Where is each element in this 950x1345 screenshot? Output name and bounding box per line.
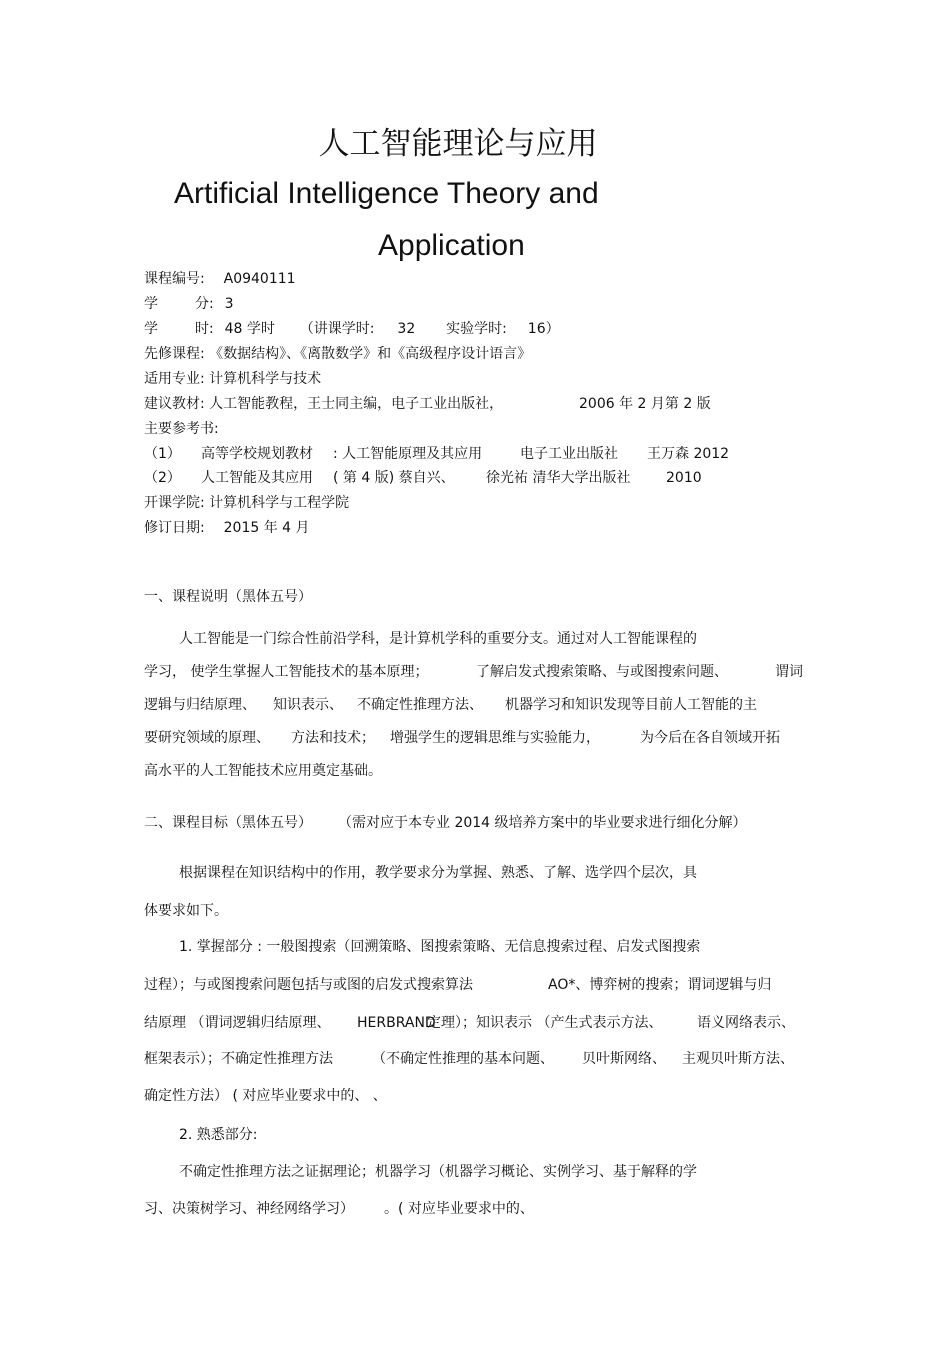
textbook-edition: 2006 年 2 月第 2 版	[579, 396, 711, 412]
reference-1-title: : 人工智能原理及其应用	[333, 446, 483, 462]
credit-row-value	[195, 295, 234, 313]
section-2-heading-note: （需对应于本专业 2014 级培养方案中的毕业要求进行细化分解）	[338, 815, 747, 831]
section-2-heading: 二、课程目标（黑体五号）	[144, 815, 312, 831]
revision-date-label: 修订日期:	[144, 520, 205, 536]
reference-2-coauthor-publisher: 徐光祐 清华大学出版社	[486, 470, 631, 486]
textbook-label: 建议教材:	[144, 396, 205, 412]
credit-label-char2: 分:	[195, 296, 214, 312]
major-row	[144, 370, 321, 388]
prerequisite-value: 《数据结构》、《离散数学》和《高级程序设计语言》	[209, 346, 532, 362]
mastery-line-3c: 定理）；知识表示 （产生式表示方法、	[427, 1015, 663, 1031]
familiar-line-2a: 习、决策树学习、神经网络学习）	[144, 1201, 354, 1217]
familiar-line-1: 不确定性推理方法之证据理论；机器学习（机器学习概论、实例学习、基于解释的学	[179, 1164, 697, 1180]
reference-2-year: 2010	[666, 470, 702, 486]
college-row	[144, 494, 349, 512]
textbook-row	[144, 395, 503, 413]
section-1-line-3b: 知识表示、	[273, 697, 343, 713]
references-label: 主要参考书:	[144, 421, 219, 437]
reference-2-edition-author: ( 第 4 版) 蔡自兴、	[333, 470, 455, 486]
hours-row	[144, 320, 158, 338]
section-1-line-2b: 了解启发式搜索策略、与或图搜索问题、	[476, 664, 728, 680]
hours-label-char2: 时:	[195, 321, 214, 337]
page-title-english-line1: Artificial Intelligence Theory and	[174, 177, 599, 210]
hours-label-char1: 学	[144, 321, 158, 337]
mastery-line-3d: 语义网络表示、	[697, 1015, 795, 1031]
familiar-line-2b: 。( 对应毕业要求中的、	[384, 1201, 534, 1217]
mastery-line-4a: 框架表示）；不确定性推理方法	[144, 1051, 333, 1067]
reference-1-author-year: 王万森 2012	[647, 446, 730, 462]
section-1-line-5: 高水平的人工智能技术应用奠定基础。	[144, 763, 382, 779]
reference-1-number: （1）	[144, 446, 181, 462]
course-code-row	[144, 270, 296, 288]
mastery-line-1: 1. 掌握部分 : 一般图搜索（回溯策略、图搜索策略、无信息搜索过程、启发式图搜索	[179, 939, 701, 955]
section-2-intro-line-1: 根据课程在知识结构中的作用，教学要求分为掌握、熟悉、了解、选学四个层次，具	[179, 865, 697, 881]
lecture-hours-value: 32	[397, 321, 416, 337]
hours-row-value	[195, 320, 560, 338]
section-1-line-2a: 学习， 使学生掌握人工智能技术的基本原理；	[144, 664, 429, 680]
section-1-line-1: 人工智能是一门综合性前沿学科，是计算机学科的重要分支。通过对人工智能课程的	[179, 631, 697, 647]
section-2-intro-line-2: 体要求如下。	[144, 903, 228, 919]
page-title-chinese: 人工智能理论与应用	[318, 126, 598, 162]
reference-2-number: （2）	[144, 470, 181, 486]
mastery-line-2a: 过程）；与或图搜索问题包括与或图的启发式搜索算法	[144, 977, 473, 993]
hours-detail-open: （讲课学时:	[299, 321, 375, 337]
mastery-line-2b: AO*、博弈树的搜索；谓词逻辑与归	[548, 977, 772, 993]
section-1-line-4c: 增强学生的逻辑思维与实验能力，	[390, 730, 600, 746]
course-code-value: A0940111	[223, 271, 296, 287]
section-1-heading: 一、课程说明（黑体五号）	[144, 589, 312, 605]
textbook-value: 人工智能教程，王士同主编，电子工业出版社，	[209, 396, 504, 412]
familiar-heading: 2. 熟悉部分:	[179, 1127, 258, 1143]
section-1-line-3c: 不确定性推理方法、	[357, 697, 483, 713]
lab-hours-value: 16）	[527, 321, 560, 337]
mastery-line-4b: （不确定性推理的基本问题、	[372, 1051, 554, 1067]
reference-1-series: 高等学校规划教材	[201, 446, 313, 462]
mastery-line-4c: 贝叶斯网络、	[582, 1051, 666, 1067]
section-1-line-2c: 谓词	[775, 664, 803, 680]
major-label: 适用专业:	[144, 371, 205, 387]
mastery-line-3b: HERBRAND	[357, 1015, 436, 1031]
credit-row	[144, 295, 158, 313]
section-1-line-4d: 为今后在各自领域开拓	[640, 730, 780, 746]
page-title-english-line2: Application	[378, 229, 525, 262]
section-1-line-4b: 方法和技术；	[291, 730, 375, 746]
revision-date-value: 2015 年 4 月	[223, 520, 310, 536]
major-value: 计算机科学与技术	[209, 371, 322, 387]
prerequisite-row	[144, 345, 531, 363]
revision-date-row	[144, 519, 310, 537]
section-1-line-4a: 要研究领域的原理、	[144, 730, 270, 746]
mastery-line-3a: 结原理 （谓词逻辑归结原理、	[144, 1015, 331, 1031]
credit-value: 3	[224, 296, 234, 312]
section-1-line-3d: 机器学习和知识发现等目前人工智能的主	[505, 697, 757, 713]
reference-1-publisher: 电子工业出版社	[520, 446, 618, 462]
mastery-line-4d: 主观贝叶斯方法、	[682, 1051, 794, 1067]
lab-hours-label: 实验学时:	[446, 321, 507, 337]
college-label: 开课学院:	[144, 495, 205, 511]
prerequisite-label: 先修课程:	[144, 346, 205, 362]
reference-2-title: 人工智能及其应用	[201, 470, 313, 486]
hours-value: 48 学时	[224, 321, 275, 337]
college-value: 计算机科学与工程学院	[209, 495, 350, 511]
course-code-label: 课程编号:	[144, 271, 205, 287]
credit-label-char1: 学	[144, 296, 158, 312]
section-1-line-3a: 逻辑与归结原理、	[144, 697, 256, 713]
mastery-line-5: 确定性方法） ( 对应毕业要求中的、 、	[144, 1088, 387, 1104]
